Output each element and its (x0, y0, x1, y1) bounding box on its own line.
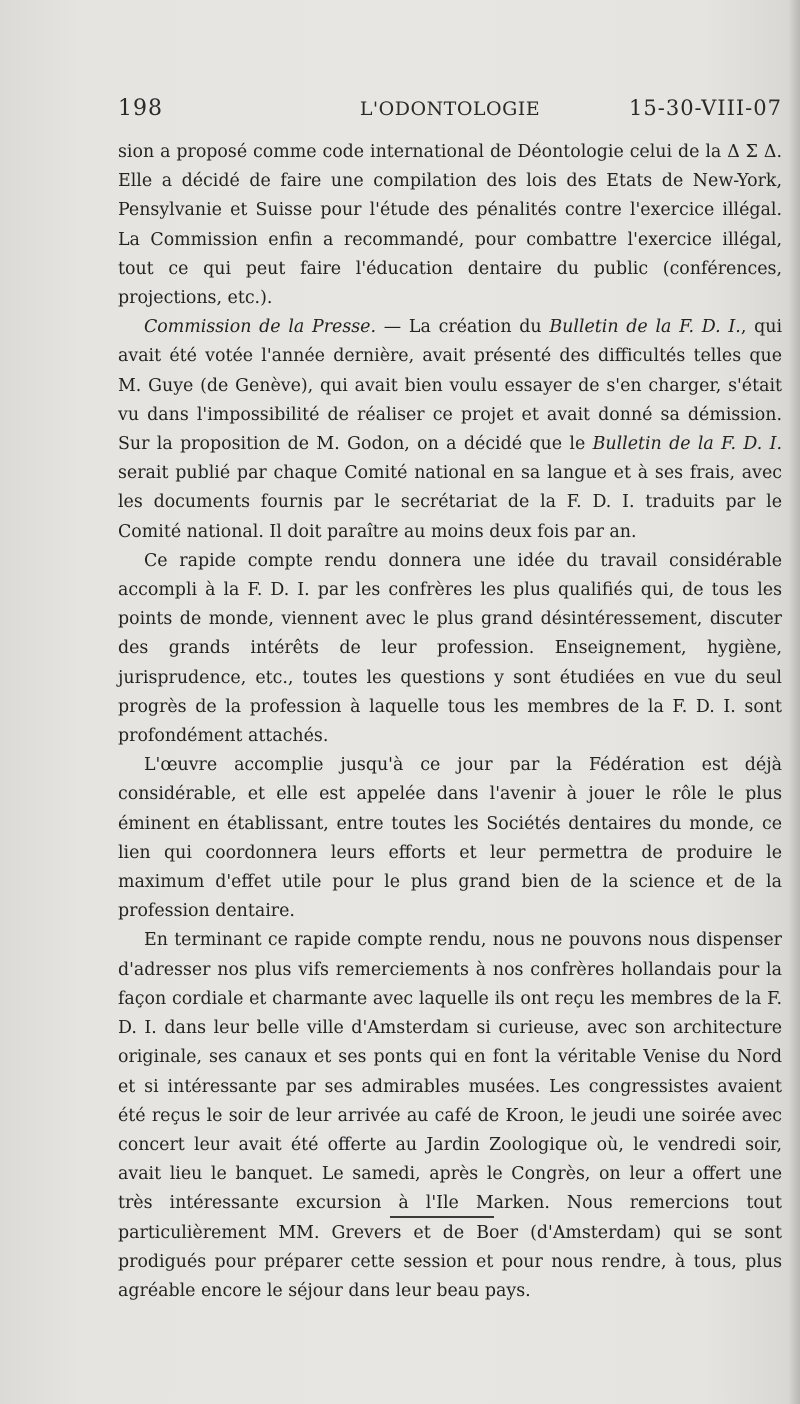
paragraph (118, 751, 782, 926)
issue-reference: 15-30-VIII-07 (629, 96, 782, 120)
article-body (118, 138, 782, 1306)
paragraph (118, 926, 782, 1306)
section-heading-commission-presse: Commission de la Presse. (144, 317, 377, 338)
text-segment: serait publié par chaque Comité national en sa langue et à ses frais, avec les documents fournis par le secrétariat de la F. D. I. traduits par le Comité national. Il doit paraître au moins deux fois par an. (118, 463, 782, 542)
page-edge-shadow (788, 0, 800, 1404)
running-title: L'ODONTOLOGIE (359, 98, 541, 120)
text-segment: , qui avait été votée l'année dernière, avait présenté des difficultés telles que M. Guye (de Genève), qui avait bien voulu essayer de s'en charger, s'était vu dans l'impossibilité de réaliser ce projet et avait donné sa démission. Sur la proposition de M. Godon, on a décidé que le (118, 317, 783, 455)
page-header (118, 96, 782, 130)
text-segment: En terminant ce rapide compte rendu, nous ne pouvons nous dispenser d'adresser nos plus vifs remerciements à nos confrères hollandais pour la façon cordiale et charmante avec laquelle ils ont reçu les membres de la F. D. I. dans leur belle ville d'Amsterdam si curieuse, avec son architecture originale, ses canaux et ses ponts qui en font la véritable Venise du Nord et si intéressante par ses admirables musées. Les congressistes avaient été reçus le soir de leur arrivée au café de Kroon, le jeudi une soirée avec concert leur avait été offerte au Jardin Zoologique où, le vendredi soir, avait lieu le banquet. Le samedi, après le Congrès, on leur a offert une très intéressante excursion à l'Ile Marken. Nous remercions tout particulièrement MM. Grevers et de Boer (d'Amsterdam) qui se sont prodigués pour préparer cette session et pour nous rendre, à tous, plus agréable encore le séjour dans leur beau pays. (118, 930, 782, 1301)
paragraph (118, 138, 782, 313)
text-segment: — La création du (376, 317, 550, 338)
page-number: 198 (118, 96, 163, 121)
closing-rule (390, 1216, 494, 1218)
text-segment: Ce rapide compte rendu donnera une idée du travail considérable accompli à la F. D. I. par les confrères les plus qualifiés qui, de tous les points de monde, viennent avec le plus grand désintéressement, discuter des grands intérêts de leur profession. Enseignement, hygiène, jurisprudence, etc., toutes les questions y sont étudiées en vue du seul progrès de la profession à laquelle tous les membres de la F. D. I. sont profondément attachés. (118, 550, 782, 747)
paragraph (118, 313, 782, 547)
paragraph (118, 547, 782, 751)
text-segment: sion a proposé comme code international de Déontologie celui de la Δ Σ Δ. Elle a décidé de faire une compilation des lois des Etats de New-York, Pensylvanie et Suisse pour l'étude des pénalités contre l'exercice illégal. La Commission enfin a recommandé, pour combattre l'exercice illégal, tout ce qui peut faire l'éducation dentaire du public (conférences, projections, etc.). (118, 142, 782, 309)
text-segment: L'œuvre accomplie jusqu'à ce jour par la Fédération est déjà considérable, et elle est appelée dans l'avenir à jouer le rôle le plus éminent en établissant, entre toutes les Sociétés dentaires du monde, ce lien qui coordonnera leurs efforts et leur permettra de produire le maximum d'effet utile pour le plus grand bien de la science et de la profession dentaire. (118, 755, 782, 922)
publication-title: Bulletin de la F. D. I. (549, 317, 741, 338)
publication-title: Bulletin de la F. D. I. (592, 434, 782, 455)
